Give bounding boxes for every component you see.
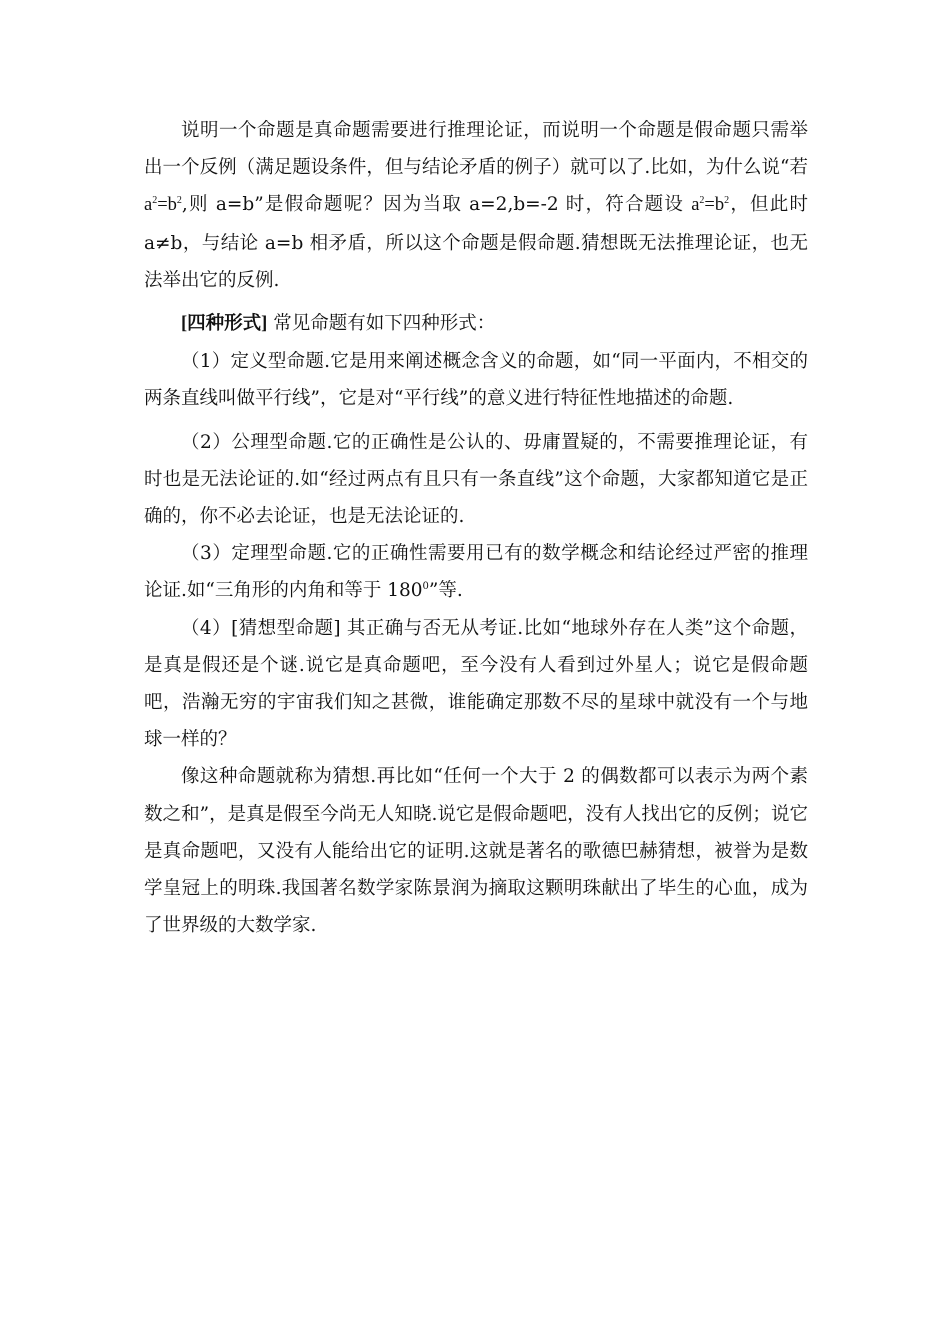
paragraph-theorem-type: （3）定理型命题.它的正确性需要用已有的数学概念和结论经过严密的推理论证.如“三角形的内角和等于 $180^0$”等.: [144, 543, 808, 602]
paragraph-1-text-c: ，但此时 a≠b，与结论 a=b 相矛盾，所以这个命题是假命题.猜想既无法推理论证，也无法举出它的反例.: [144, 194, 808, 291]
math-a-squared-eq-b-squared-2: $a^2=b^2$: [691, 195, 730, 216]
paragraph-axiom-type: （2）公理型命题.它的正确性是公认的、毋庸置疑的，不需要推理论证，有时也是无法论证的.如“经过两点有且只有一条直线”这个命题，大家都知道它是正确的，你不必去论证，也是无法论证的.: [144, 431, 808, 528]
paragraph-four-forms: [144, 305, 808, 343]
four-forms-label: [四种形式]: [181, 314, 268, 335]
paragraph-1-text-a: 说明一个命题是真命题需要进行推理论证，而说明一个命题是假命题只需举出一个反例（满足题设条件，但与结论矛盾的例子）就可以了.比如，为什么说“若: [144, 120, 808, 179]
paragraph-1: [144, 112, 808, 299]
paragraph-goldbach: 像这种命题就称为猜想.再比如“任何一个大于 2 的偶数都可以表示为两个素数之和”，是真是假至今尚无人知晓.说它是假命题吧，没有人找出它的反例；说它是真命题吧，又没有人能给出它的证明.这就是著名的歌德巴赫猜想，被誉为是数学皇冠上的明珠.我国著名数学家陈景润为摘取这颗明珠献出了毕生的心血，成为了世界级的大数学家.: [144, 766, 808, 937]
paragraph-conjecture-type: （4）[猜想型命题] 其正确与否无从考证.比如“地球外存在人类”这个命题，是真是假还是个谜.说它是真命题吧，至今没有人看到过外星人；说它是假命题吧，浩瀚无穷的宇宙我们知之甚微，谁能确定那数不尽的星球中就没有一个与地球一样的？: [144, 617, 808, 751]
document-body: [144, 112, 808, 944]
paragraph-definition-type: （1）定义型命题.它是用来阐述概念含义的命题，如“同一平面内，不相交的两条直线叫做平行线”，它是对“平行线”的意义进行特征性地描述的命题.: [144, 351, 808, 410]
paragraph-1-text-b: ,则 a=b”是假命题呢？因为当取 a=2,b=-2 时，符合题设: [181, 194, 692, 216]
math-a-squared-eq-b-squared: $a^2=b^2$: [144, 195, 182, 216]
four-forms-text: 常见命题有如下四种形式：: [267, 313, 496, 335]
degree-superscript: 0: [422, 581, 429, 593]
